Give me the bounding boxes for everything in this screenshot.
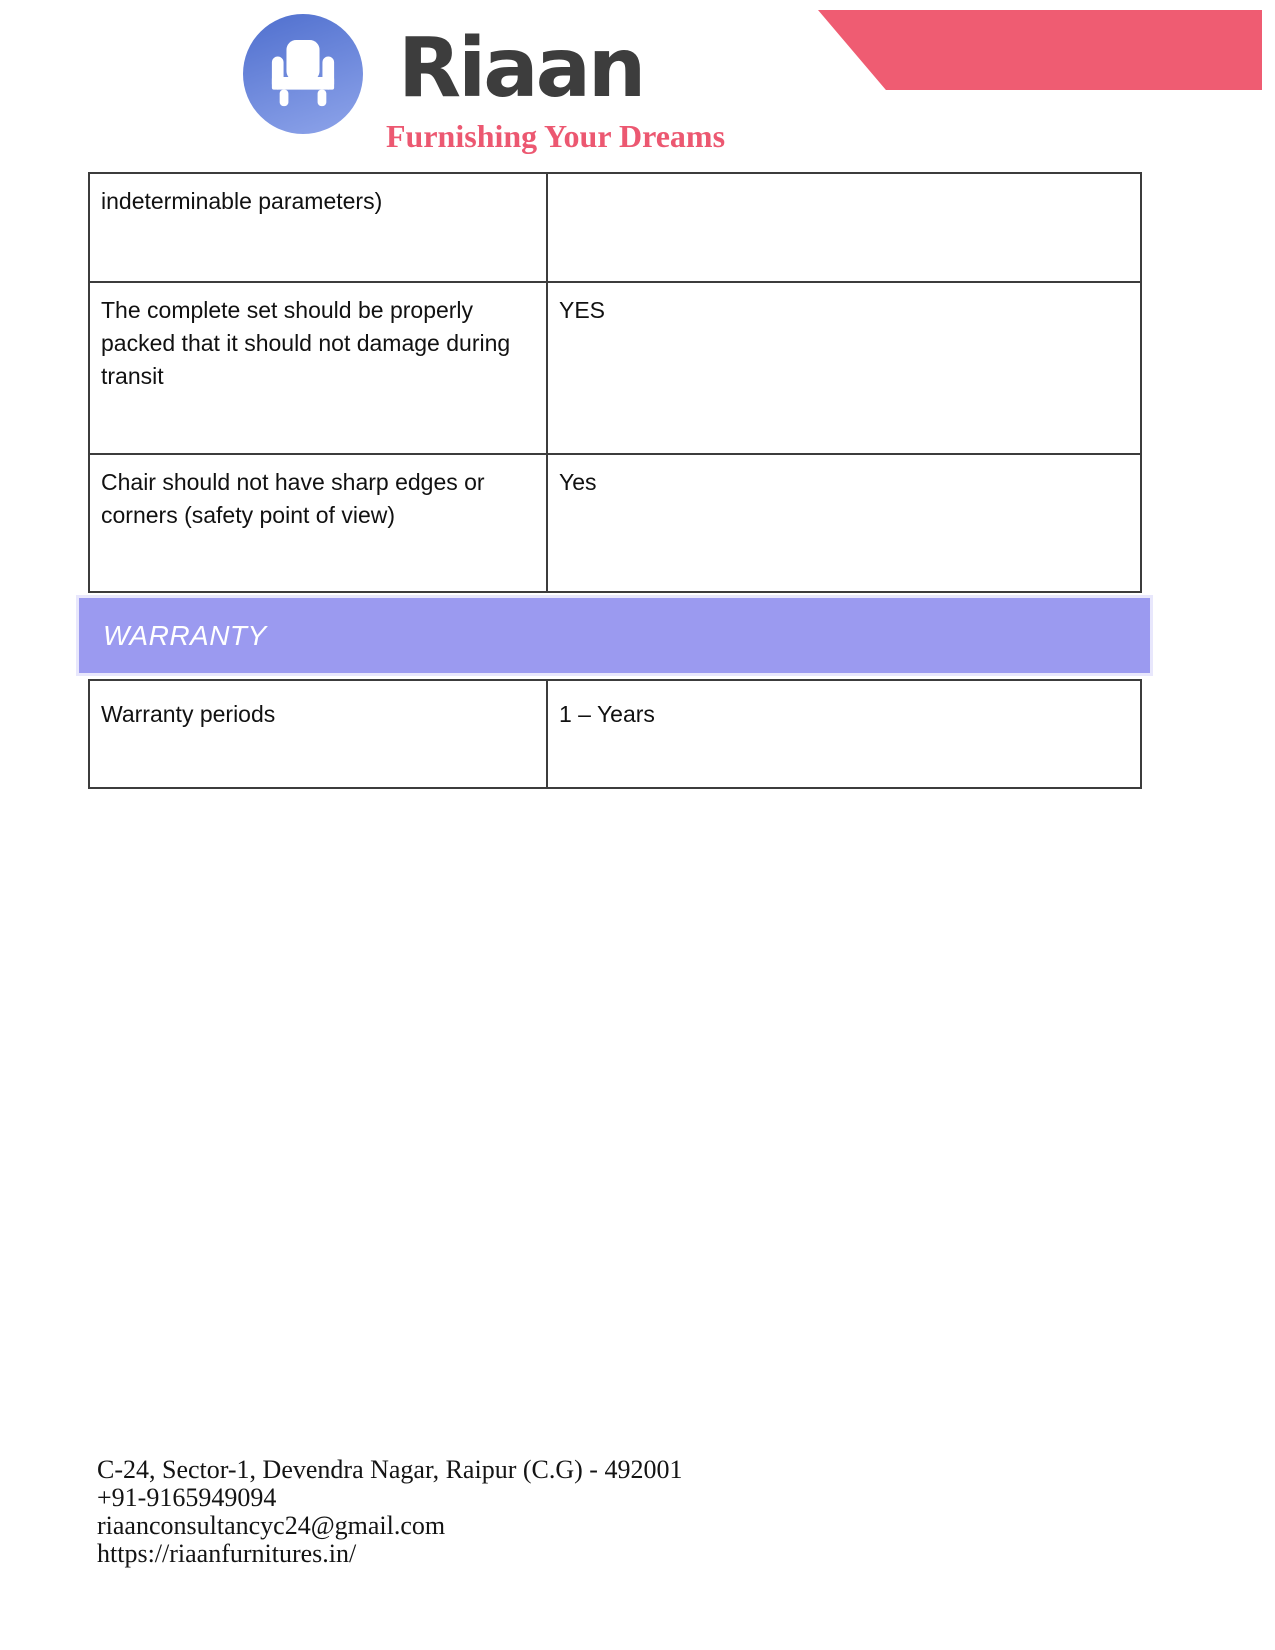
warranty-section-banner: [76, 595, 1153, 676]
warranty-table: [88, 679, 1142, 789]
value-cell: Yes: [547, 454, 1141, 592]
value-cell: YES: [547, 282, 1141, 454]
value-cell: [547, 173, 1141, 282]
value-cell: 1 – Years: [547, 680, 1141, 788]
parameter-cell: indeterminable parameters): [89, 173, 547, 282]
footer-website: https://riaanfurnitures.in/: [97, 1539, 357, 1568]
footer-address: C-24, Sector-1, Devendra Nagar, Raipur (C.G) - 492001: [97, 1455, 683, 1484]
footer-contact-block: [97, 1456, 682, 1568]
table-row: [89, 173, 1141, 282]
brand-tagline: Furnishing Your Dreams: [386, 118, 726, 154]
warranty-heading: WARRANTY: [103, 619, 267, 651]
parameter-cell: The complete set should be properly packed that it should not damage during transit: [89, 282, 547, 454]
table-row: [89, 680, 1141, 788]
footer-email: riaanconsultancyc24@gmail.com: [97, 1511, 446, 1540]
table-row: [89, 282, 1141, 454]
parameter-cell: Chair should not have sharp edges or corners (safety point of view): [89, 454, 547, 592]
spec-table: [88, 172, 1142, 593]
brand-name: Riaan: [398, 21, 644, 116]
brand-logo: [243, 14, 363, 134]
parameter-cell: Warranty periods: [89, 680, 547, 788]
footer-phone: +91-9165949094: [97, 1483, 277, 1512]
header-ribbon-shape: [818, 10, 1262, 90]
table-row: [89, 454, 1141, 592]
